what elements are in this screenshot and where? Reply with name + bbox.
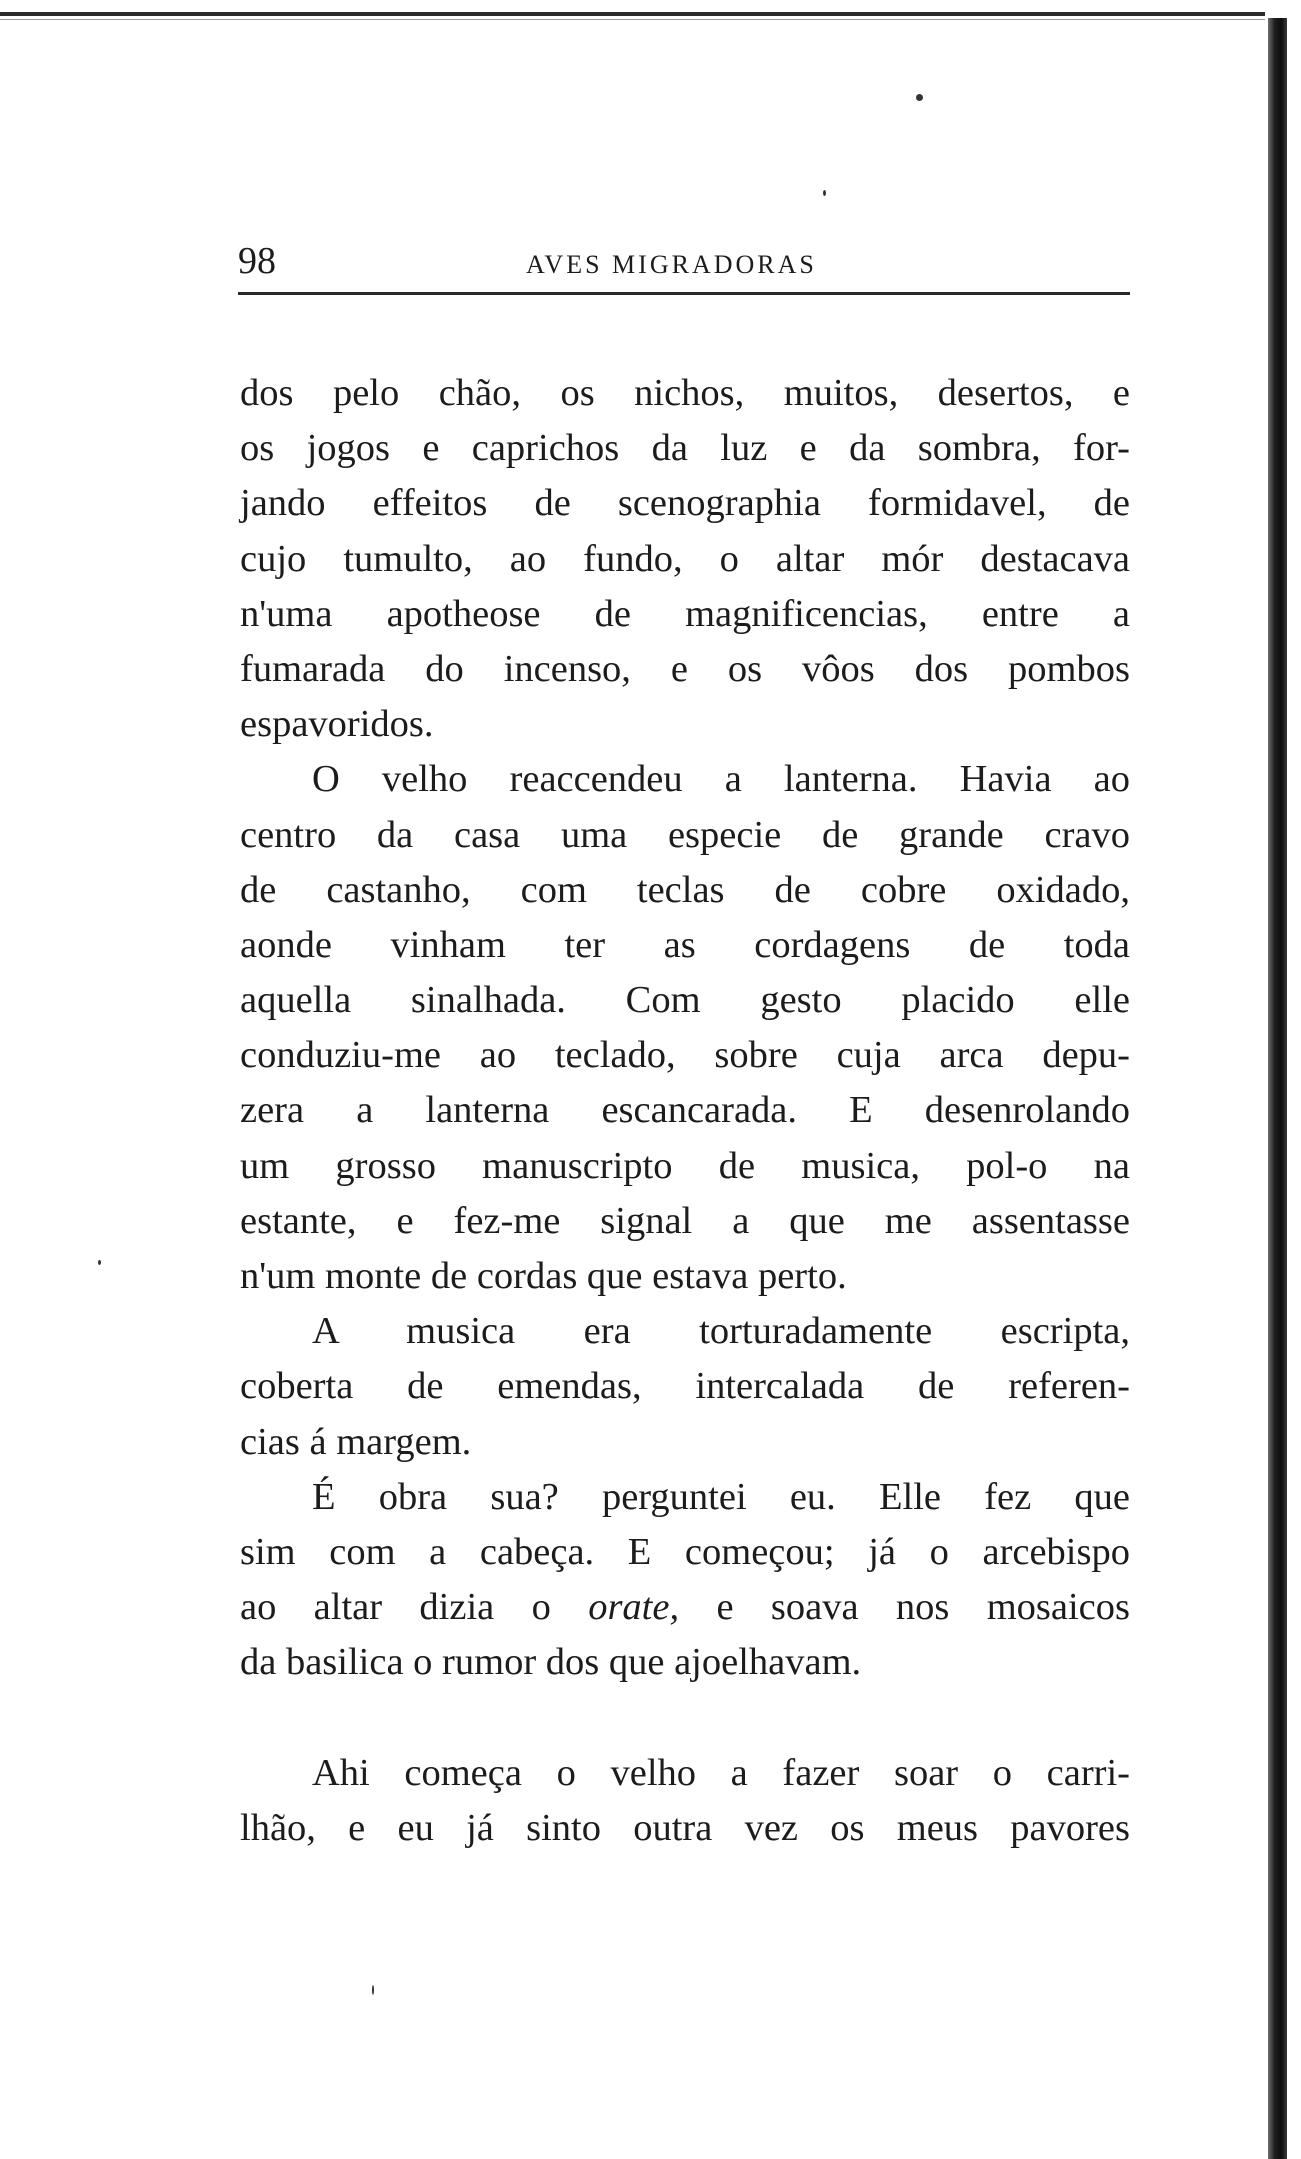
ink-speck [916, 94, 923, 101]
ink-speck [98, 1260, 101, 1265]
text-line: O velho reaccendeu a lanterna. Havia ao [312, 758, 1130, 801]
text-line: cujo tumulto, ao fundo, o altar mór destacava [240, 537, 1130, 580]
text-line: um grosso manuscripto de musica, pol-o na [240, 1144, 1130, 1187]
running-title: AVES MIGRADORAS [526, 250, 817, 279]
text-line: fumarada do incenso, e os vôos dos pombos [240, 647, 1130, 690]
text-line: da basilica o rumor dos que ajoelhavam. [240, 1641, 862, 1684]
text-line: lhão, e eu já sinto outra vez os meus pavores [240, 1806, 1130, 1849]
text-line: n'uma apotheose de magnificencias, entre a [240, 592, 1130, 635]
text-line: dos pelo chão, os nichos, muitos, desertos, e [240, 372, 1130, 414]
ink-speck [372, 1985, 374, 1995]
italic-word: orate, [588, 1586, 680, 1629]
text-line-with-italic [240, 1580, 1130, 1635]
section-break [240, 1691, 1130, 1746]
text-line: estante, e fez-me signal a que me assentasse [240, 1199, 1130, 1242]
text-line: os jogos e caprichos da luz e da sombra, for- [240, 427, 1130, 470]
text-line: É obra sua? perguntei eu. Elle fez que [312, 1475, 1130, 1518]
text-line: coberta de emendas, intercalada de referen- [240, 1365, 1130, 1408]
text-line: de castanho, com teclas de cobre oxidado, [240, 868, 1130, 911]
text-line: Ahi começa o velho a fazer soar o carri- [312, 1751, 1130, 1794]
top-border-rule [0, 12, 1265, 16]
text-run: ao altar dizia o [240, 1586, 589, 1629]
running-head [238, 236, 1130, 286]
text-line: aonde vinham ter as cordagens de toda [240, 923, 1130, 966]
text-line: jando effeitos de scenographia formidavel, de [240, 482, 1130, 525]
text-line: aquella sinalhada. Com gesto placido elle [240, 979, 1130, 1022]
page-binding-edge [1268, 18, 1287, 2159]
top-border-faint-rule [0, 19, 1265, 20]
body-text [240, 366, 1130, 1856]
text-line: A musica era torturadamente escripta, [312, 1310, 1130, 1353]
text-line: espavoridos. [240, 703, 434, 746]
text-line: cias á margem. [240, 1420, 472, 1463]
text-line: zera a lanterna escancarada. E desenrolando [240, 1089, 1130, 1132]
text-line: sim com a cabeça. E começou; já o arcebispo [240, 1530, 1130, 1573]
text-line: conduziu-me ao teclado, sobre cuja arca depu- [240, 1034, 1130, 1077]
text-run: e soava nos mosaicos [679, 1586, 1130, 1629]
ink-speck [823, 190, 826, 196]
text-line: centro da casa uma especie de grande cravo [240, 813, 1130, 856]
page-number: 98 [238, 240, 276, 282]
header-rule [238, 292, 1130, 295]
text-line: n'um monte de cordas que estava perto. [240, 1255, 847, 1297]
